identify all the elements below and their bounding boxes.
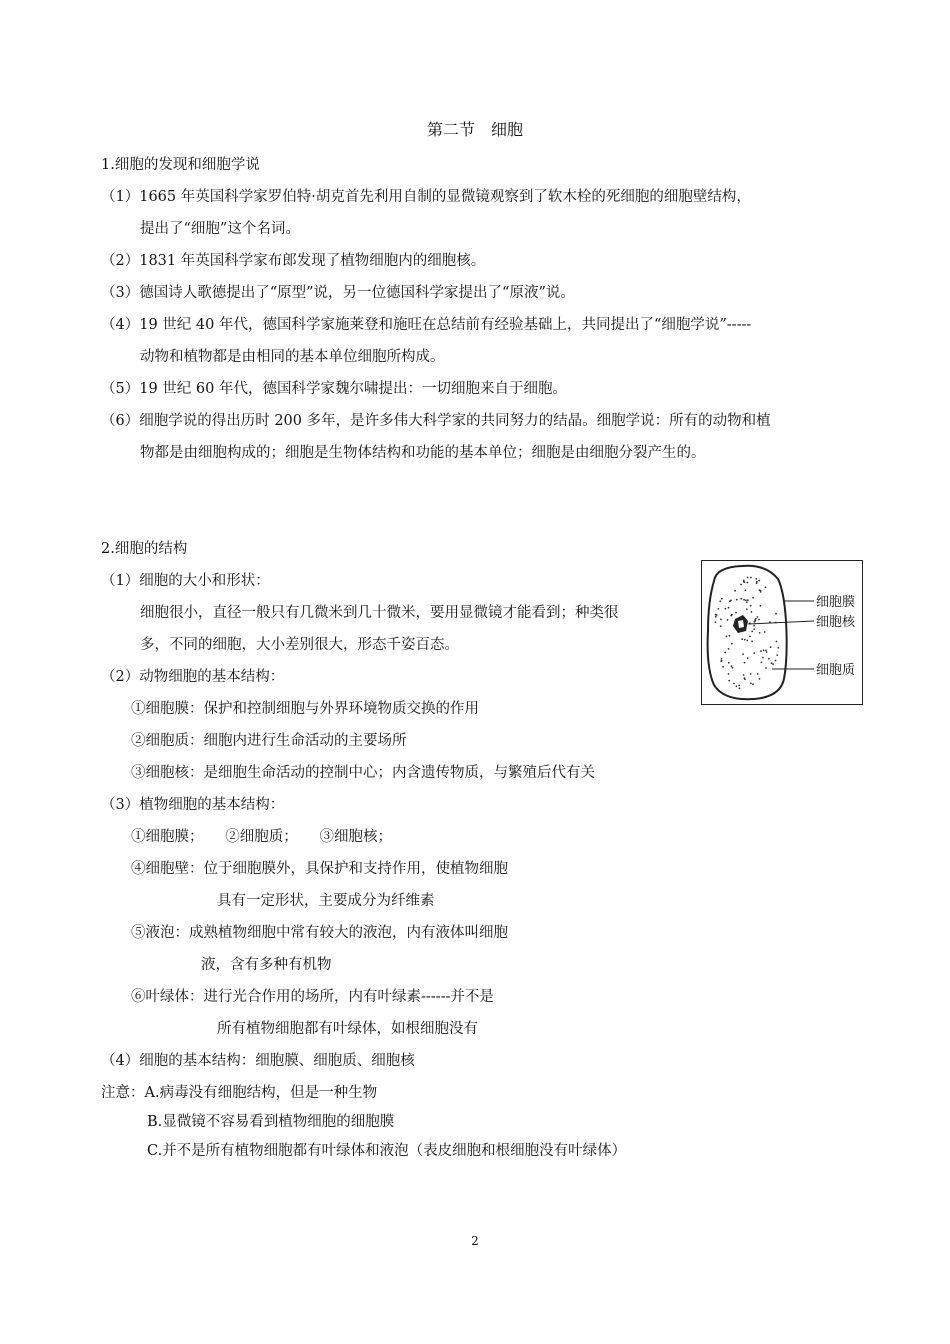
cytoplasm-dot	[715, 616, 717, 618]
section1-line: 提出了“细胞”这个名词。	[140, 221, 300, 237]
section2-line: （3）植物细胞的基本结构：	[101, 797, 285, 813]
cytoplasm-dot	[728, 662, 730, 664]
cytoplasm-dot	[733, 683, 735, 685]
section2-line: （2）动物细胞的基本结构：	[101, 669, 285, 685]
section1-line: （3）德国诗人歌德提出了“原型”说，另一位德国科学家提出了“原液”说。	[101, 285, 575, 301]
note-line: 注意：A.病毒没有细胞结构，但是一种生物	[101, 1085, 378, 1101]
cytoplasm-dot	[715, 621, 717, 623]
membrane-label: 细胞膜	[816, 595, 856, 610]
cytoplasm-dot	[772, 663, 774, 665]
cytoplasm-dot	[761, 662, 763, 664]
cytoplasm-dot	[747, 599, 749, 601]
cytoplasm-dot	[752, 597, 754, 599]
cytoplasm-dot	[760, 605, 762, 607]
cytoplasm-dot	[722, 666, 724, 668]
cytoplasm-dot	[744, 639, 746, 641]
cytoplasm-dot	[758, 619, 760, 621]
cytoplasm-dot	[749, 636, 751, 638]
cytoplasm-dot	[743, 581, 745, 583]
section2-line: ③细胞核：是细胞生命活动的控制中心；内含遗传物质，与繁殖后代有关	[131, 765, 595, 781]
section1-line: （6）细胞学说的得出历时 200 多年，是许多伟大科学家的共同努力的结晶。细胞学说：所有的动物和植	[101, 413, 771, 429]
section1-line: 物都是由细胞构成的；细胞是生物体结构和功能的基本单位；细胞是由细胞分裂产生的。	[140, 445, 706, 461]
cell-outline	[708, 566, 787, 699]
cytoplasm-dot	[739, 687, 741, 689]
cytoplasm-dot	[750, 605, 752, 607]
cytoplasm-dots	[715, 577, 780, 690]
cytoplasm-dot	[755, 578, 757, 580]
nucleus-pointer-line	[748, 621, 814, 624]
cytoplasm-dot	[750, 673, 752, 675]
cytoplasm-dot	[777, 647, 779, 649]
cytoplasm-dot	[764, 631, 766, 633]
cytoplasm-dot	[776, 654, 778, 656]
section2-line: ①细胞膜； ②细胞质； ③细胞核；	[131, 829, 392, 845]
animal-cell-diagram	[702, 561, 862, 704]
animal-cell-figure	[701, 560, 863, 705]
cytoplasm-dot	[720, 625, 722, 627]
cytoplasm-dot	[725, 608, 727, 610]
section1-line: （4）19 世纪 40 年代，德国科学家施莱登和施旺在总结前有经验基础上，共同提出了“细胞学说”-----	[101, 317, 752, 333]
cytoplasm-dot	[753, 652, 755, 654]
section1-heading: 1.细胞的发现和细胞学说	[101, 157, 260, 173]
cytoplasm-dot	[721, 598, 723, 600]
cytoplasm-dot	[757, 673, 759, 675]
cytoplasm-dot	[750, 683, 752, 685]
cytoplasm-dot	[746, 601, 748, 603]
cytoplasm-dot	[729, 600, 731, 602]
section2-line: ①细胞膜：保护和控制细胞与外界环境物质交换的作用	[131, 701, 479, 717]
cytoplasm-dot	[720, 619, 722, 621]
note-line: C.并不是所有植物细胞都有叶绿体和液泡（表皮细胞和根细胞没有叶绿体）	[147, 1143, 627, 1159]
cytoplasm-dot	[766, 651, 768, 653]
section1-line: （2）1831 年英国科学家布郎发现了植物细胞内的细胞核。	[101, 253, 486, 269]
cytoplasm-dot	[760, 591, 762, 593]
section2-line: （4）细胞的基本结构：细胞膜、细胞质、细胞核	[101, 1053, 415, 1069]
page-title: 第二节 细胞	[426, 120, 523, 139]
cytoplasm-dot	[753, 628, 755, 630]
section2-line: 所有植物细胞都有叶绿体，如根细胞没有	[217, 1021, 478, 1037]
cytoplasm-dot	[763, 649, 765, 651]
cytoplasm-dot	[718, 608, 720, 610]
cytoplasm-dot	[765, 650, 767, 652]
cytoplasm-dot	[744, 590, 746, 592]
cytoplasm-dot	[728, 673, 730, 675]
cytoplasm-dot	[776, 641, 778, 643]
cytoplasm-dot	[732, 667, 734, 669]
cytoplasm-label: 细胞质	[816, 663, 856, 678]
cytoplasm-dot	[731, 665, 733, 667]
cytoplasm-dot	[726, 636, 728, 638]
cytoplasm-dot	[729, 635, 731, 637]
cytoplasm-dot	[743, 599, 745, 601]
cytoplasm-dot	[755, 618, 757, 620]
section2-line: ②细胞质：细胞内进行生命活动的主要场所	[131, 733, 407, 749]
cytoplasm-dot	[721, 658, 723, 660]
cytoplasm-dot	[740, 598, 742, 600]
cytoplasm-dot	[731, 643, 733, 645]
cytoplasm-dot	[746, 640, 748, 642]
cytoplasm-dot	[736, 599, 738, 601]
cytoplasm-dot	[744, 662, 746, 664]
cytoplasm-dot	[751, 640, 753, 642]
section2-line: ⑤液泡：成熟植物细胞中常有较大的液泡，内有液体叫细胞	[131, 925, 508, 941]
cytoplasm-dot	[740, 584, 742, 586]
cytoplasm-dot	[745, 599, 747, 601]
cytoplasm-dot	[727, 619, 729, 621]
cytoplasm-dot	[759, 632, 761, 634]
cytoplasm-dot	[721, 660, 723, 662]
cytoplasm-dot	[758, 580, 760, 582]
cytoplasm-dot	[731, 614, 733, 616]
cytoplasm-dot	[734, 590, 736, 592]
section2-line: 具有一定形状，主要成分为纤维素	[217, 893, 435, 909]
cytoplasm-dot	[760, 650, 762, 652]
cytoplasm-dot	[747, 657, 749, 659]
section2-line: 液，含有多种有机物	[201, 957, 332, 973]
cytoplasm-dot	[747, 577, 749, 579]
cytoplasm-dot	[738, 685, 740, 687]
section2-line: 细胞很小，直径一般只有几微米到几十微米，要用显微镜才能看到；种类很	[140, 605, 619, 621]
cytoplasm-dot	[741, 638, 743, 640]
cytoplasm-dot	[768, 658, 770, 660]
cytoplasm-dot	[770, 646, 772, 648]
cytoplasm-dot	[757, 616, 759, 618]
cytoplasm-dot	[765, 667, 767, 669]
section2-line: （1）细胞的大小和形状：	[101, 573, 270, 589]
cytoplasm-dot	[746, 608, 748, 610]
cytoplasm-dot	[735, 612, 737, 614]
section1-line: （1）1665 年英国科学家罗伯特·胡克首先利用自制的显微镜观察到了软木栓的死细胞的细胞壁结构，	[101, 189, 751, 205]
section2-line: ④细胞壁：位于细胞膜外，具保护和支持作用，使植物细胞	[131, 861, 508, 877]
cytoplasm-dot	[751, 611, 753, 613]
cytoplasm-dot	[724, 652, 726, 654]
cytoplasm-dot	[744, 677, 746, 679]
section1-line: （5）19 世纪 60 年代，德国科学家魏尔啸提出：一切细胞来自于细胞。	[101, 381, 567, 397]
cytoplasm-dot	[756, 581, 758, 583]
section1-line: 动物和植物都是由相同的基本单位细胞所构成。	[140, 349, 445, 365]
cytoplasm-dot	[728, 607, 730, 609]
cytoplasm-dot	[728, 648, 730, 650]
cytoplasm-dot	[751, 631, 753, 633]
cytoplasm-dot	[759, 678, 761, 680]
cytoplasm-dot	[752, 683, 754, 685]
section2-line: ⑥叶绿体：进行光合作用的场所，内有叶绿素------并不是	[131, 989, 494, 1005]
nucleus-label: 细胞核	[816, 615, 856, 630]
cytoplasm-dot	[742, 653, 744, 655]
cytoplasm-dot	[747, 582, 749, 584]
section2-line: 多，不同的细胞，大小差别很大，形态千姿百态。	[140, 637, 459, 653]
cytoplasm-dot	[756, 582, 758, 584]
section2-heading: 2.细胞的结构	[101, 541, 188, 557]
cytoplasm-dot	[735, 686, 737, 688]
cytoplasm-dot	[762, 657, 764, 659]
cytoplasm-dot	[775, 660, 777, 662]
cytoplasm-dot	[715, 614, 717, 616]
cytoplasm-dot	[719, 600, 721, 602]
cytoplasm-dot	[765, 586, 767, 588]
cytoplasm-dot	[728, 680, 730, 682]
cytoplasm-dot	[771, 662, 773, 664]
cytoplasm-dot	[753, 625, 755, 627]
cytoplasm-dot	[750, 577, 752, 579]
note-line: B.显微镜不容易看到植物细胞的细胞膜	[147, 1114, 395, 1130]
cytoplasm-dot	[743, 674, 745, 676]
cytoplasm-dot	[775, 613, 777, 615]
cytoplasm-dot	[759, 589, 761, 591]
page-number: 2	[471, 1234, 479, 1248]
